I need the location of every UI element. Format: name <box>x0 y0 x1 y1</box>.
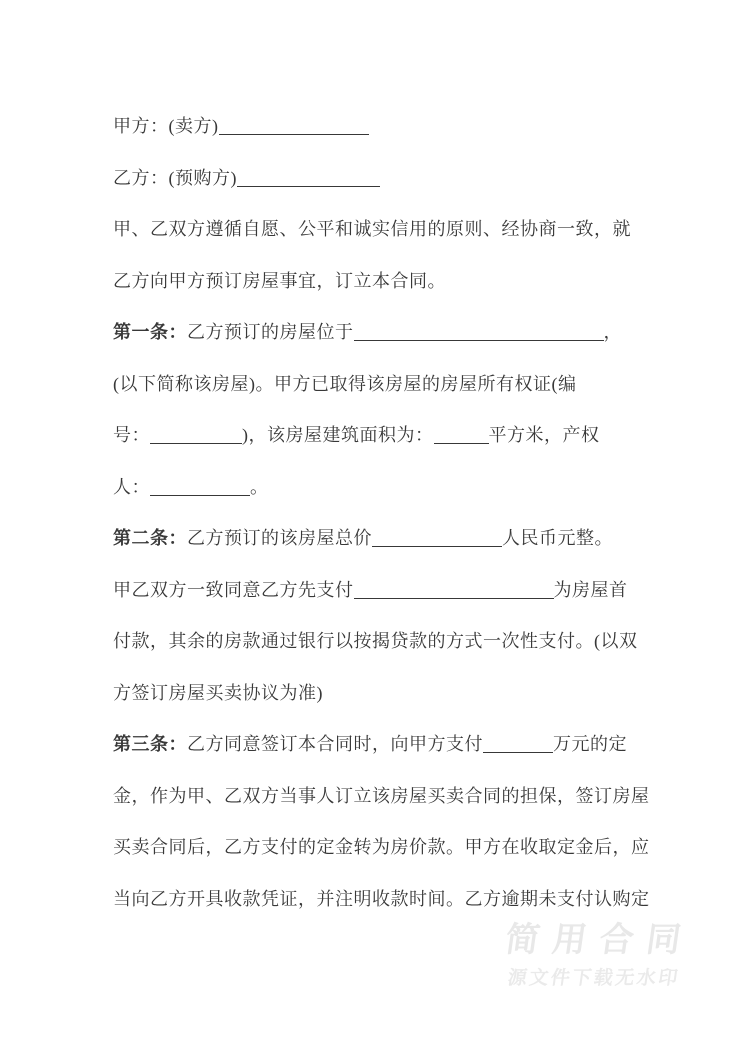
fill-in-blank <box>354 598 554 599</box>
line-text: 甲乙双方一致同意乙方先支付 <box>113 579 354 600</box>
document-line <box>113 771 653 823</box>
line-text: 人民币元整。 <box>502 528 613 548</box>
document-line <box>113 307 653 359</box>
document-line <box>113 153 653 205</box>
fill-in-blank <box>354 340 604 341</box>
document-line <box>113 256 653 308</box>
line-text: 为房屋首 <box>553 579 628 600</box>
line-text: 乙方向甲方预订房屋事宜，订立本合同。 <box>113 270 446 291</box>
clause-heading: 第一条： <box>113 322 187 342</box>
line-text: )，该房屋建筑面积为： <box>242 425 434 445</box>
line-text: 乙方预订的该房屋总价 <box>187 528 372 548</box>
fill-in-blank <box>434 443 489 444</box>
fill-in-blank <box>237 186 380 187</box>
document-line <box>113 204 653 256</box>
clause-heading: 第三条： <box>113 734 187 754</box>
line-text: 买卖合同后，乙方支付的定金转为房价款。甲方在收取定金后，应 <box>113 837 650 857</box>
fill-in-blank <box>219 134 369 135</box>
line-text: 乙方同意签订本合同时，向甲方支付 <box>187 734 483 754</box>
document-line <box>113 410 653 462</box>
watermark-subtitle: 源文件下载无水印 <box>506 968 682 989</box>
document-line <box>113 668 653 720</box>
line-text: 当向乙方开具收款凭证，并注明收款时间。乙方逾期未支付认购定 <box>113 888 650 909</box>
document-line <box>113 822 653 874</box>
document-line <box>113 513 653 565</box>
fill-in-blank <box>150 495 250 496</box>
line-text: ， <box>603 322 622 342</box>
document-line <box>113 565 653 617</box>
document-line <box>113 616 653 668</box>
fill-in-blank <box>372 546 502 547</box>
contract-body <box>113 101 653 925</box>
fill-in-blank <box>483 752 553 753</box>
clause-heading: 第二条： <box>113 528 187 548</box>
line-text: 乙方预订的房屋位于 <box>187 322 354 342</box>
line-text: 号： <box>113 425 150 445</box>
document-line <box>113 359 653 411</box>
document-line <box>113 719 653 771</box>
fill-in-blank <box>150 443 242 444</box>
line-text: 甲方：(卖方) <box>113 116 219 136</box>
line-text: 甲、乙双方遵循自愿、公平和诚实信用的原则、经协商一致，就 <box>113 219 631 239</box>
document-line <box>113 462 653 514</box>
line-text: 人： <box>113 476 150 497</box>
watermark-title: 简用合同 <box>502 921 697 959</box>
line-text: 平方米，产权 <box>488 425 600 445</box>
line-text: (以下简称该房屋)。甲方已取得该房屋的房屋所有权证(编 <box>113 373 577 394</box>
line-text: 万元的定 <box>553 734 627 754</box>
line-text: 付款，其余的房款通过银行以按揭贷款的方式一次性支付。(以双 <box>113 631 638 651</box>
line-text: 方签订房屋买卖协议为准) <box>113 682 323 703</box>
line-text: 金，作为甲、乙双方当事人订立该房屋买卖合同的担保，签订房屋 <box>113 785 650 806</box>
document-line <box>113 101 653 153</box>
line-text: 乙方：(预购方) <box>113 167 237 188</box>
line-text: 。 <box>250 476 269 497</box>
